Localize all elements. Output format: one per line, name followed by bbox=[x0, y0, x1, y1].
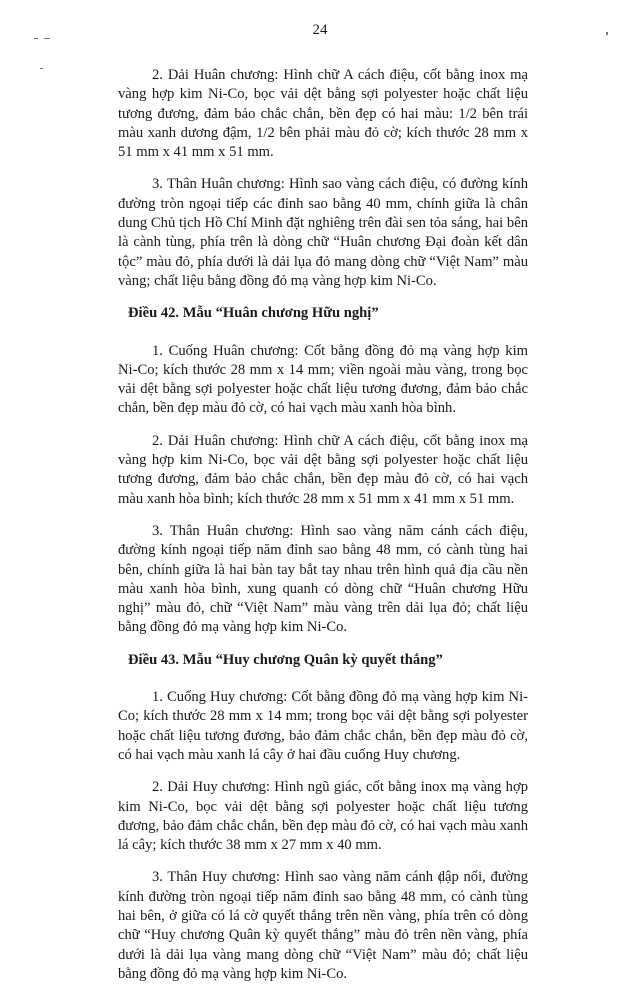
scan-mark bbox=[34, 38, 38, 39]
paragraph: 3. Thân Huân chương: Hình sao vàng cách điệu, có đường kính đường tròn ngoại tiếp các đỉnh sao bằng 40 mm, chính giữa là chân dung Chủ tịch Hồ Chí Minh đặt nghiêng trên đài sen tỏa sáng, hai bên là cành tùng, phía trên là dòng chữ “Huân chương Đại đoàn kết dân tộc” màu đỏ, phía dưới là dải lụa đỏ mang dòng chữ “Việt Nam” màu vàng; chất liệu bằng đồng đỏ mạ vàng hợp kim Ni-Co. bbox=[118, 176, 528, 289]
paragraph: 3. Thân Huy chương: Hình sao vàng năm cánh dập nổi, đường kính đường tròn ngoại tiếp năm đỉnh sao bằng 48 mm, có cành tùng hai bên, ở giữa có lá cờ quyết thắng trên nền vàng, phía trên có dòng chữ “Huy chương Quân kỳ quyết thắng” màu đỏ trên nền vàng, phía dưới là dải lụa vàng mang dòng chữ “Việt Nam” màu đỏ; chất liệu bằng đồng đỏ mạ vàng hợp kim Ni-Co. bbox=[118, 869, 528, 982]
paragraph: 2. Dải Huân chương: Hình chữ A cách điệu, cốt bằng inox mạ vàng hợp kim Ni-Co, bọc vải dệt bằng sợi polyester hoặc chất liệu tương đương, đảm bảo chắc chắn, bền đẹp màu đỏ cờ, có hai vạch màu xanh hòa bình; kích thước 28 mm x 51 mm x 41 mm x 51 mm. bbox=[118, 432, 528, 507]
paragraph: 2. Dải Huân chương: Hình chữ A cách điệu, cốt bằng inox mạ vàng hợp kim Ni-Co, bọc vải dệt bằng sợi polyester hoặc chất liệu tương đương, đảm bảo chắc chắn, bền đẹp có hai màu: 1/2 bên trái màu xanh dương đậm, 1/2 bên phải màu đỏ cờ; kích thước 28 mm x 51 mm x 41 mm x 51 mm. bbox=[118, 67, 528, 161]
article-heading: Điều 42. Mẫu “Huân chương Hữu nghị” bbox=[128, 305, 379, 322]
article-heading: Điều 43. Mẫu “Huy chương Quân kỳ quyết thắng” bbox=[128, 651, 443, 668]
paragraph: 1. Cuống Huy chương: Cốt bằng đồng đỏ mạ vàng hợp kim Ni-Co; kích thước 28 mm x 14 mm; trong bọc vải dệt bằng sợi polyester hoặc chất liệu tương đương, bảo đảm chắc chắn, bền đẹp màu đỏ cờ, có hai vạch màu xanh lá cây ở hai đầu cuống Huy chương. bbox=[118, 689, 528, 763]
paragraph: 3. Thân Huân chương: Hình sao vàng năm cánh cách điệu, đường kính ngoại tiếp năm đỉnh sao bằng 48 mm, có cành tùng hai bên, chính giữa là hai bàn tay bắt tay nhau trên hình quả địa cầu nền màu xanh hòa bình, xung quanh có dòng chữ “Huân chương Hữu nghị” màu đỏ, chữ “Việt Nam” màu vàng trên dải lụa đỏ; chất liệu bằng đồng đỏ mạ vàng hợp kim Ni-Co. bbox=[118, 522, 528, 636]
document-body bbox=[118, 66, 528, 997]
paragraph: 2. Dải Huy chương: Hình ngũ giác, cốt bằng inox mạ vàng hợp kim Ni-Co, bọc vải dệt bằng sợi polyester hoặc chất liệu tương đương, bảo đảm chắc chắn, bền đẹp màu đỏ cờ, có hai vạch màu xanh lá cây; kích thước 38 mm x 27 mm x 40 mm. bbox=[118, 779, 528, 854]
paragraph: 1. Cuống Huân chương: Cốt bằng đồng đỏ mạ vàng hợp kim Ni-Co; kích thước 28 mm x 14 mm; viền ngoài màu vàng, trong bọc vải dệt bằng sợi polyester hoặc chất liệu tương đương, đảm bảo chắc chắn, bền đẹp màu đỏ cờ, có hai vạch màu xanh hòa bình. bbox=[118, 342, 528, 417]
scan-mark bbox=[40, 68, 43, 69]
page-number: 24 bbox=[312, 22, 328, 38]
scan-mark bbox=[606, 32, 608, 35]
scan-mark bbox=[44, 38, 50, 39]
